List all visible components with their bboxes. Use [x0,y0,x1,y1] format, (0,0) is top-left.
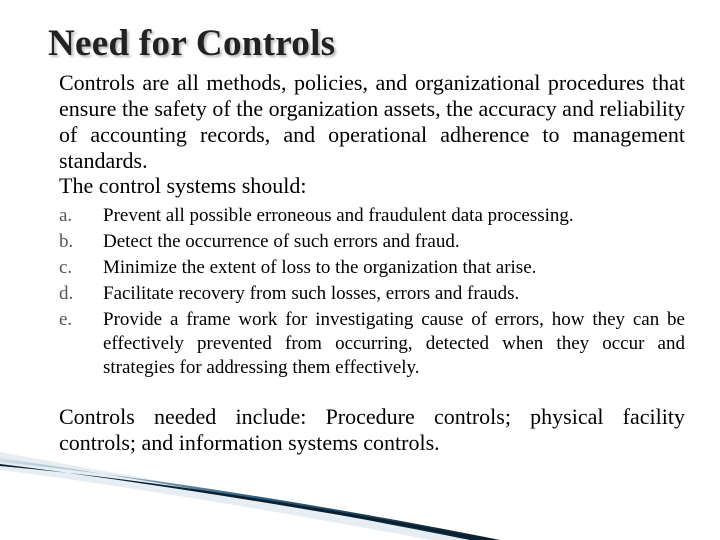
list-marker: e. [59,309,73,330]
list-marker: c. [59,257,73,278]
decorative-swoosh [0,440,720,540]
bullet-text: Controls needed include: Procedure controls; physical facility controls; and information systems controls. [59,404,685,455]
list-item: Provide a frame work for investigating cause of errors, how they can be effectively prevented from occurring, detected when they occur and strategies for addressing them effectively. [103,309,685,378]
list-marker: d. [59,283,74,304]
list-item: Detect the occurrence of such errors and fraud. [103,231,460,252]
bullet-text: The control systems should: [59,173,307,198]
list-marker: b. [59,231,74,252]
list-item: Facilitate recovery from such losses, errors and frauds. [103,283,520,304]
list-item: Minimize the extent of loss to the organization that arise. [103,257,537,278]
list-item: Prevent all possible erroneous and fraudulent data processing. [103,205,574,226]
list-marker: a. [59,205,73,226]
slide-title: Need for Controls [48,23,336,64]
bullet-text: Controls are all methods, policies, and organizational procedures that ensure the safety of the organization assets, the accuracy and reliability of accounting records, and operational adherence to management standards. [59,70,685,173]
